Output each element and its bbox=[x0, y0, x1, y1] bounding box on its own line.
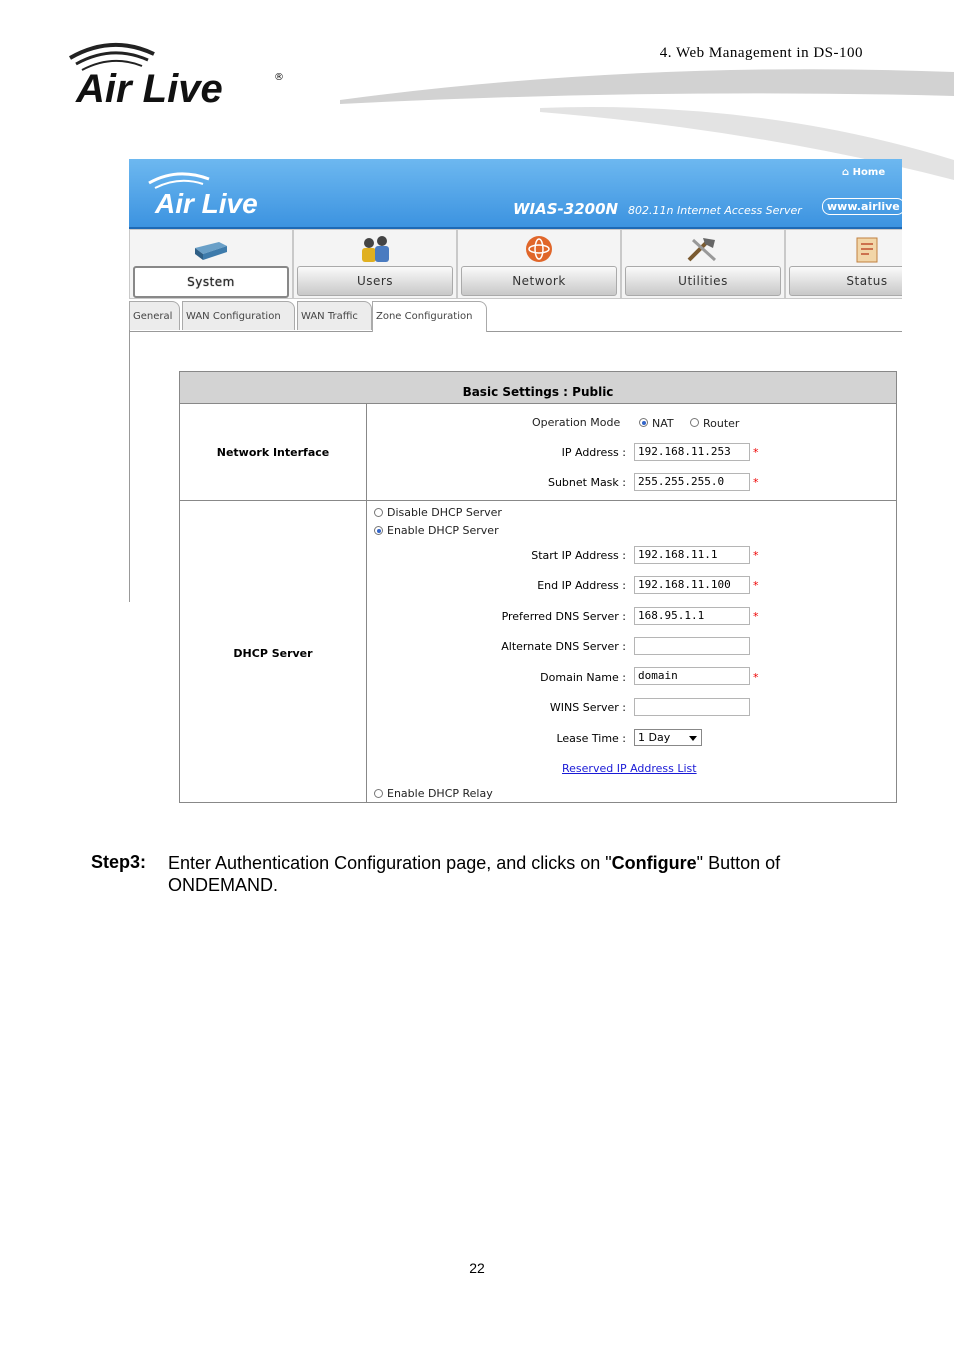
tab-zone-configuration[interactable]: Zone Configuration bbox=[372, 301, 487, 332]
row-divider bbox=[180, 500, 896, 501]
preferred-dns-label: Preferred DNS Server : bbox=[501, 610, 626, 623]
page-number: 22 bbox=[469, 1260, 485, 1276]
users-icon bbox=[357, 234, 393, 264]
product-banner bbox=[129, 159, 902, 229]
required-mark: * bbox=[753, 476, 759, 489]
start-ip-label: Start IP Address : bbox=[531, 549, 626, 562]
required-mark: * bbox=[753, 579, 759, 592]
domain-name-input[interactable]: domain bbox=[634, 667, 750, 685]
wins-server-label: WINS Server : bbox=[549, 701, 626, 714]
tab-wan-traffic[interactable]: WAN Traffic bbox=[297, 301, 372, 330]
home-link[interactable] bbox=[842, 167, 885, 178]
enable-dhcp-radio[interactable] bbox=[374, 526, 383, 535]
tools-icon bbox=[685, 234, 721, 264]
domain-name-label: Domain Name : bbox=[540, 671, 626, 684]
end-ip-input[interactable]: 192.168.11.100 bbox=[634, 576, 750, 594]
tab-general[interactable]: General bbox=[129, 301, 180, 330]
home-icon: ⌂ bbox=[842, 167, 850, 178]
nav-status-label: Status bbox=[789, 266, 902, 296]
model-subtitle: 802.11n Internet Access Server bbox=[628, 204, 802, 217]
alternate-dns-label: Alternate DNS Server : bbox=[501, 640, 626, 653]
settings-title-bar bbox=[180, 372, 896, 404]
enable-dhcp-relay-label: Enable DHCP Relay bbox=[387, 787, 493, 800]
nav-network[interactable] bbox=[457, 229, 621, 299]
nav-users-label: Users bbox=[297, 266, 453, 296]
enable-dhcp-relay-radio[interactable] bbox=[374, 789, 383, 798]
dhcp-server-label: DHCP Server bbox=[233, 647, 313, 660]
nav-system[interactable] bbox=[129, 229, 293, 299]
tab-wan-configuration[interactable]: WAN Configuration bbox=[182, 301, 295, 330]
server-icon bbox=[193, 234, 229, 264]
step-text-after-first: " Button of bbox=[696, 853, 781, 873]
nav-utilities[interactable] bbox=[621, 229, 785, 299]
disable-dhcp-label: Disable DHCP Server bbox=[387, 506, 502, 519]
nav-status[interactable] bbox=[785, 229, 902, 299]
end-ip-label: End IP Address : bbox=[537, 579, 626, 592]
home-link-label: Home bbox=[852, 167, 886, 178]
status-icon bbox=[849, 234, 885, 264]
step-text-before: Enter Authentication Configuration page, and clicks on " bbox=[168, 853, 612, 873]
lease-time-select[interactable] bbox=[634, 729, 702, 746]
step-emphasis: Configure bbox=[611, 853, 697, 873]
basic-settings-table bbox=[179, 371, 897, 803]
nav-network-label: Network bbox=[461, 266, 617, 296]
website-badge[interactable]: www.airlive bbox=[822, 198, 902, 215]
svg-text:®: ® bbox=[274, 72, 284, 83]
step-label: Step3: bbox=[91, 852, 147, 872]
nav-system-label: System bbox=[133, 266, 289, 298]
reserved-ip-link[interactable]: Reserved IP Address List bbox=[562, 762, 697, 775]
document-logo bbox=[62, 40, 292, 110]
mode-nat-radio[interactable] bbox=[639, 418, 648, 427]
required-mark: * bbox=[753, 671, 759, 684]
alternate-dns-input[interactable] bbox=[634, 637, 750, 655]
ip-address-input[interactable]: 192.168.11.253 bbox=[634, 443, 750, 461]
required-mark: * bbox=[753, 610, 759, 623]
chevron-down-icon bbox=[689, 736, 697, 741]
step-text-after: ONDEMAND. bbox=[168, 875, 279, 895]
document-logo-text: Air Live bbox=[76, 67, 223, 110]
sub-tabs bbox=[129, 301, 902, 332]
required-mark: * bbox=[753, 549, 759, 562]
nav-users[interactable] bbox=[293, 229, 457, 299]
subnet-mask-label: Subnet Mask : bbox=[547, 476, 626, 489]
step-instruction bbox=[168, 852, 868, 896]
disable-dhcp-radio[interactable] bbox=[374, 508, 383, 517]
settings-title: Basic Settings : Public bbox=[462, 385, 614, 399]
mode-router-label: Router bbox=[703, 417, 740, 430]
mode-router-radio[interactable] bbox=[690, 418, 699, 427]
main-nav bbox=[129, 229, 902, 299]
subnet-mask-input[interactable]: 255.255.255.0 bbox=[634, 473, 750, 491]
lease-time-value: 1 Day bbox=[638, 731, 671, 744]
model-name: WIAS-3200N bbox=[513, 200, 619, 218]
start-ip-input[interactable]: 192.168.11.1 bbox=[634, 546, 750, 564]
network-icon bbox=[521, 234, 557, 264]
screenshot-left-border bbox=[129, 330, 130, 602]
operation-mode-label: Operation Mode bbox=[532, 416, 621, 429]
wins-server-input[interactable] bbox=[634, 698, 750, 716]
required-mark: * bbox=[753, 446, 759, 459]
document-header: 4. Web Management in DS-100 bbox=[659, 45, 863, 61]
banner-logo bbox=[147, 171, 312, 217]
banner-logo-text: Air Live bbox=[155, 188, 258, 217]
mode-nat-label: NAT bbox=[652, 417, 674, 430]
nav-utilities-label: Utilities bbox=[625, 266, 781, 296]
enable-dhcp-label: Enable DHCP Server bbox=[387, 524, 499, 537]
ip-address-label: IP Address : bbox=[561, 446, 626, 459]
network-interface-label: Network Interface bbox=[216, 446, 330, 459]
preferred-dns-input[interactable]: 168.95.1.1 bbox=[634, 607, 750, 625]
lease-time-label: Lease Time : bbox=[556, 732, 626, 745]
